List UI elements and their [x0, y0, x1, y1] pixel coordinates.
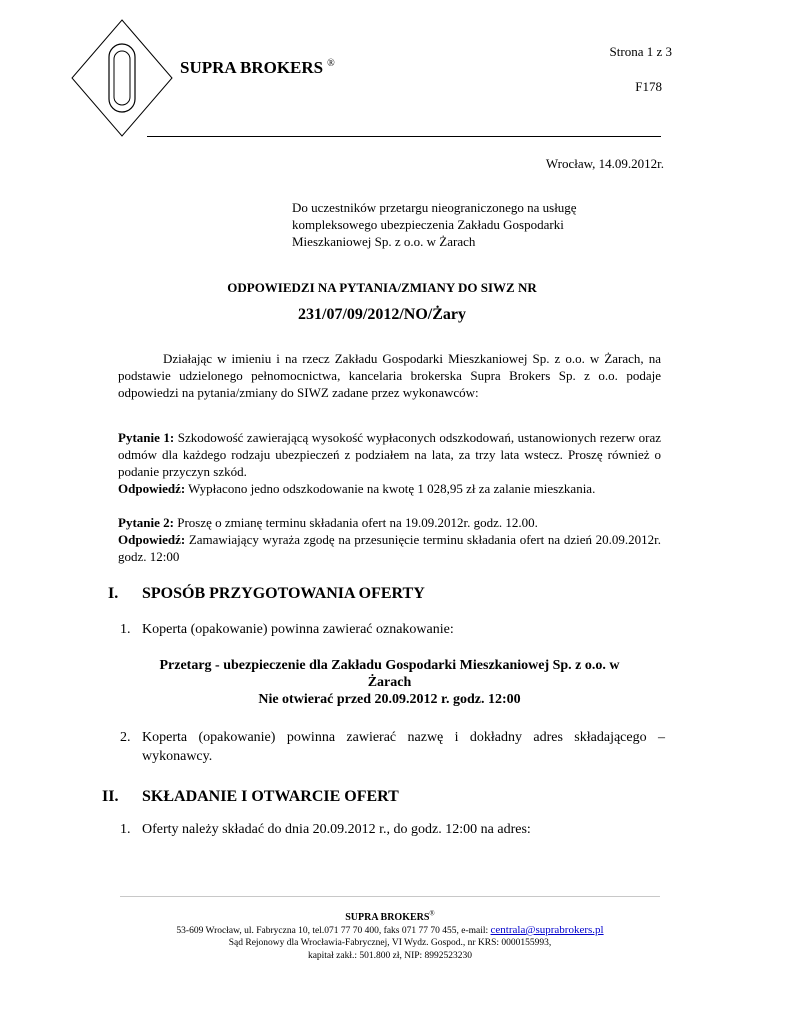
question-block-2: [118, 514, 661, 565]
answer-text: Zamawiający wyraża zgodę na przesunięcie terminu składania ofert na dzień 20.09.2012r. godz. 12:00: [118, 532, 661, 564]
section-2-item-1: [120, 820, 665, 840]
form-code: F178: [635, 79, 662, 94]
header-divider: [147, 136, 661, 137]
page-number: Strona 1 z 3: [609, 44, 672, 59]
question-text: Szkodowość zawierającą wysokość wypłaconych odszkodowań, ustanowionych rezerw oraz odmów dla każdego rodzaju ubezpieczeń z podziałem na lata, za trzy lata wstecz. Proszę również o podanie przyczyn szkód.: [118, 430, 661, 479]
item-text: Oferty należy składać do dnia 20.09.2012 r., do godz. 12:00 na adres:: [142, 822, 531, 837]
envelope-marking: [118, 657, 661, 708]
item-text: Koperta (opakowanie) powinna zawierać oznakowanie:: [142, 622, 454, 637]
section-title: SPOSÓB PRZYGOTOWANIA OFERTY: [142, 585, 425, 602]
item-number: 1.: [120, 822, 131, 837]
footer-court: Sąd Rejonowy dla Wrocławia-Fabrycznej, VI Wydz. Gospod., nr KRS: 0000155993,: [228, 938, 552, 948]
footer-brand: [120, 908, 660, 924]
question-2: [118, 514, 661, 531]
addressee-line: Do uczestników przetargu nieograniczonego na usługę: [292, 200, 577, 215]
item-number: 2.: [120, 730, 131, 745]
question-label: Pytanie 1:: [118, 430, 175, 445]
marking-line: Przetarg - ubezpieczenie dla Zakładu Gospodarki Mieszkaniowej Sp. z o.o. w: [159, 658, 620, 673]
section-number: I.: [108, 585, 119, 602]
question-text: Proszę o zmianę terminu składania ofert na 19.09.2012r. godz. 12.00.: [173, 515, 538, 530]
section-1-item-1: [120, 620, 665, 640]
section-title: SKŁADANIE I OTWARCIE OFERT: [142, 788, 399, 805]
answer-1: [118, 480, 661, 497]
item-text: Koperta (opakowanie) powinna zawierać nazwę i dokładny adres składającego – wykonawcy.: [142, 730, 665, 764]
question-1: [118, 429, 661, 480]
marking-line: Nie otwierać przed 20.09.2012 r. godz. 12:00: [258, 692, 521, 707]
footer-address-text: 53-609 Wrocław, ul. Fabryczna 10, tel.071 77 70 400, faks 071 77 70 455, e-mail:: [176, 926, 491, 936]
footer-brand-name: SUPRA BROKERS: [345, 912, 430, 924]
addressee-block: [292, 199, 662, 250]
answer-2: [118, 531, 661, 565]
answer-text: Wypłacono jedno odszkodowanie na kwotę 1 028,95 zł za zalanie mieszkania.: [185, 481, 596, 496]
footer-divider: [120, 896, 660, 897]
answer-label: Odpowiedź:: [118, 481, 186, 496]
section-2-heading: [102, 788, 668, 810]
item-number: 1.: [120, 622, 131, 637]
section-1-item-2: [120, 728, 665, 768]
document-date: Wrocław, 14.09.2012r.: [545, 156, 664, 171]
brand-name: SUPRA BROKERS ®: [180, 58, 335, 77]
document-title: ODPOWIEDZI NA PYTANIA/ZMIANY DO SIWZ NR: [227, 280, 537, 295]
addressee-line: kompleksowego ubezpieczenia Zakładu Gospodarki: [292, 217, 564, 232]
supra-brokers-logo: [68, 18, 176, 138]
intro-paragraph: [118, 350, 661, 401]
footer-address: [120, 924, 660, 937]
footer-capital: kapitał zakł.: 501.800 zł, NIP: 8992523230: [307, 951, 473, 961]
section-1-heading: [108, 585, 668, 607]
intro-text: Działając w imieniu i na rzecz Zakładu Gospodarki Mieszkaniowej Sp. z o.o. w Żarach, na podstawie udzielonego pełnomocnictwa, kancelaria brokerska Supra Brokers Sp. z o.o. podaje odpowiedzi na pytania/zmiany do SIWZ zadane przez wykonawców:: [118, 351, 661, 400]
question-label: Pytanie 2:: [118, 515, 174, 530]
footer-email-link[interactable]: centrala@suprabrokers.pl: [490, 924, 604, 936]
question-block-1: [118, 429, 661, 497]
addressee-line: Mieszkaniowej Sp. z o.o. w Żarach: [292, 234, 476, 249]
footer-registered-mark: ®: [429, 910, 435, 918]
answer-label: Odpowiedź:: [118, 532, 186, 547]
section-number: II.: [102, 788, 119, 805]
marking-line: Żarach: [367, 675, 412, 690]
document-number: 231/07/09/2012/NO/Żary: [298, 306, 466, 323]
